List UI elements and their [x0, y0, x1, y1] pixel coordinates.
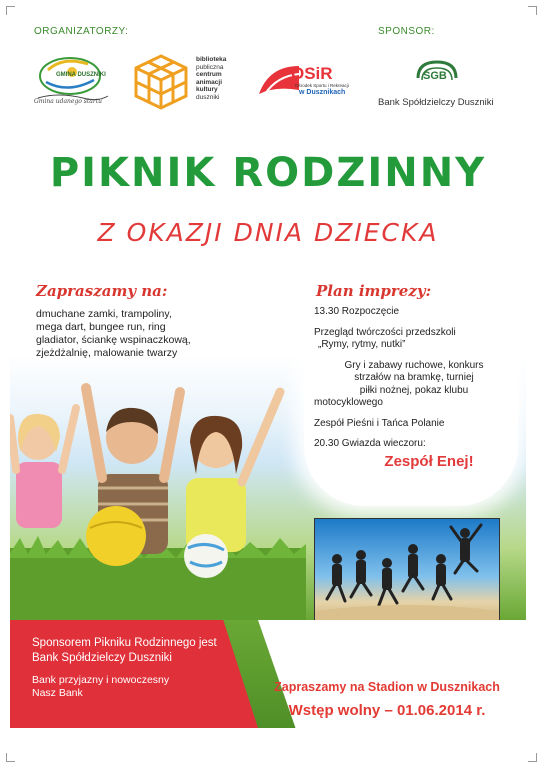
osir-name: OSiR: [291, 64, 333, 83]
library-text-line: duszniki: [196, 93, 220, 101]
crop-mark: [528, 753, 537, 762]
plan-line: Zespół Pieśni i Tańca Polanie: [314, 417, 445, 429]
osir-line2: w Dusznikach: [299, 89, 346, 96]
plan-line: motocyklowego: [314, 397, 383, 408]
osir-logo: [255, 60, 365, 100]
plan-highlight: Zespół Enej!: [384, 452, 474, 470]
sponsor-panel-line: Bank Spółdzielczy Duszniki: [32, 652, 172, 664]
sgb-name: SGB: [423, 70, 447, 82]
poster-subtitle: Z OKAZJI DNIA DZIECKA: [97, 218, 439, 247]
plan-line: Gry i zabawy ruchowe, konkurs: [344, 359, 484, 371]
plan-line: piłki nożnej, pokaz klubu: [359, 384, 469, 396]
plan-line: Przegląd twórczości przedszkoli: [314, 326, 456, 338]
plan-item: [314, 306, 514, 319]
invite-line: mega dart, bungee run, ring: [36, 321, 166, 333]
kids-illustration-icon: [10, 378, 306, 620]
sponsor-label: SPONSOR:: [378, 26, 435, 37]
plan-item: [314, 418, 514, 431]
invite-line: gladiator, ściankę wspinaczkową,: [36, 334, 191, 346]
bank-name: Bank Spółdzielczy Duszniki: [378, 97, 494, 108]
crop-mark: [6, 6, 15, 15]
plan-line: 20.30 Gwiazda wieczoru:: [314, 438, 426, 449]
sponsor-panel-text: [32, 636, 262, 700]
duszniki-logo: [28, 52, 118, 110]
plan-item: [314, 360, 514, 410]
invite-list: [36, 308, 286, 360]
plan-line: 13.30 Rozpoczęcie: [314, 306, 400, 317]
sponsor-panel-slogan: Nasz Bank: [32, 687, 83, 699]
sgb-logo: [412, 58, 462, 92]
poster-title: PIKNIK RODZINNY: [49, 150, 487, 196]
crop-mark: [6, 753, 15, 762]
band-photo: [314, 518, 500, 624]
library-text-line: kultury: [196, 86, 218, 94]
library-text-line: publiczna: [196, 63, 224, 71]
library-text-line: biblioteka: [196, 56, 227, 63]
plan-item: [314, 327, 514, 352]
invite-heading: Zapraszamy na:: [36, 282, 168, 300]
invite-line: zjeżdżalnię, malowanie twarzy: [36, 347, 178, 359]
library-text: [196, 56, 226, 102]
library-text-line: centrum: [196, 71, 222, 79]
crop-mark: [528, 6, 537, 15]
plan-heading: Plan imprezy:: [316, 282, 432, 300]
duszniki-logo-text: GMINA DUSZNIKI: [56, 72, 106, 78]
plan-line: strzałów na bramkę, turniej: [354, 372, 474, 383]
osir-line1: Ośrodek Sportu i Rekreacji: [295, 83, 349, 88]
plan-line: „Rymy, rytmy, nutki”: [318, 339, 406, 350]
cube-icon: [130, 50, 192, 112]
plan-list: [314, 306, 514, 470]
kids-photo: [10, 378, 306, 620]
library-cube-logo: [130, 50, 194, 112]
footer-line2: Wstęp wolny – 01.06.2014 r.: [288, 702, 486, 719]
plan-item: [314, 438, 514, 451]
organizers-label: ORGANIZATORZY:: [34, 26, 129, 37]
footer-line1: Zapraszamy na Stadion w Dusznikach: [274, 680, 500, 694]
library-text-line: animacji: [196, 78, 223, 86]
sponsor-panel-line: Sponsorem Pikniku Rodzinnego jest: [32, 637, 217, 649]
invite-line: dmuchane zamki, trampoliny,: [36, 308, 172, 320]
duszniki-tagline: Gmina udanego startu: [34, 98, 103, 105]
band-jumping-icon: [315, 519, 499, 623]
sponsor-panel-slogan: Bank przyjazny i nowoczesny: [32, 674, 170, 686]
